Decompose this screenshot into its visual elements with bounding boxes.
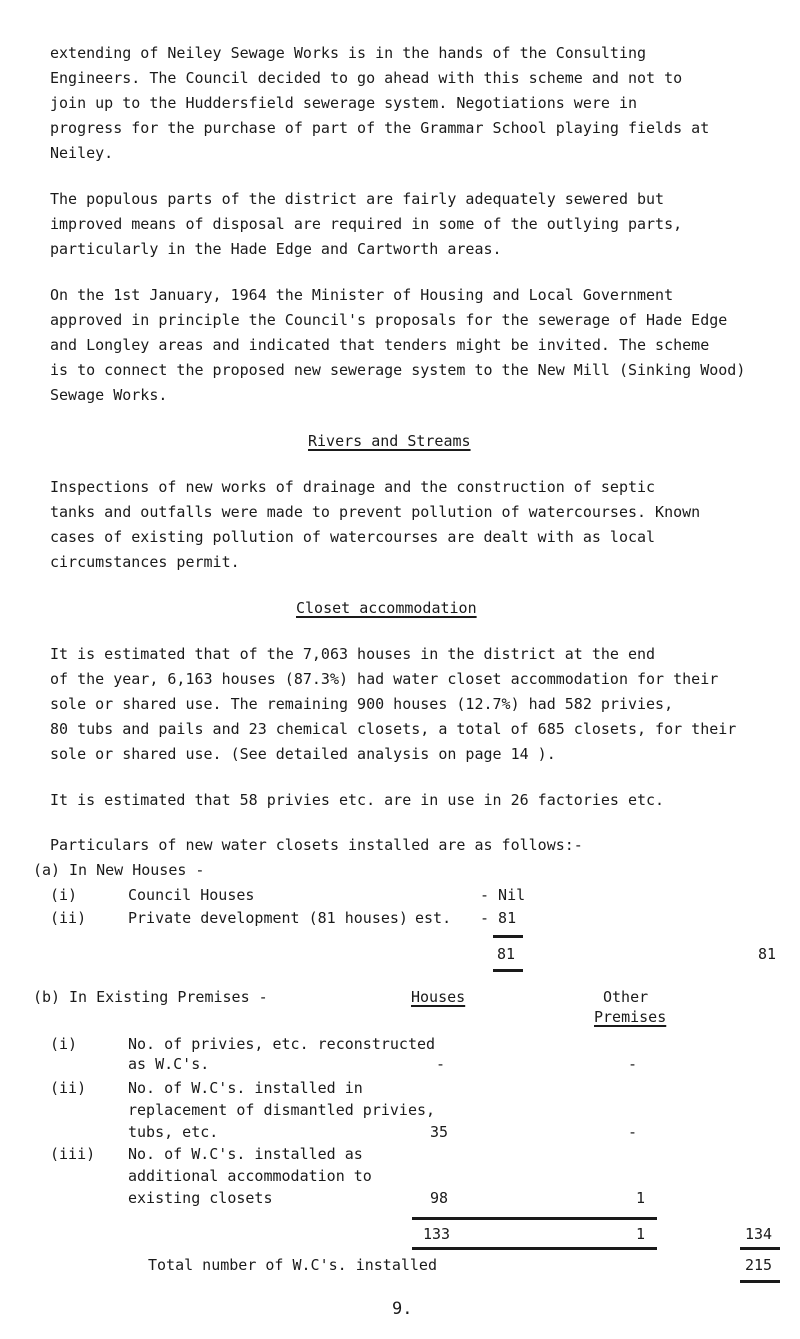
section-b-sum-rule	[412, 1217, 657, 1220]
section-a-row-2-desc: Private development (81 houses)	[128, 909, 408, 927]
section-a-row-1-num: (i)	[50, 886, 78, 904]
section-a-row-2-value: - 81	[480, 909, 517, 927]
section-b-row-2-desc-1: No. of W.C's. installed in	[128, 1079, 363, 1097]
rivers-line-4: circumstances permit.	[50, 553, 240, 571]
section-b-row-3-desc-2: additional accommodation to	[128, 1167, 372, 1185]
section-a-title: In New Houses -	[69, 861, 205, 879]
para2-line-1: The populous parts of the district are fairly adequately sewered but	[50, 190, 665, 208]
section-b-row-2-num: (ii)	[50, 1079, 87, 1097]
section-b-row-1-num: (i)	[50, 1035, 78, 1053]
section-a-row-2-num: (ii)	[50, 909, 87, 927]
rivers-line-2: tanks and outfalls were made to prevent pollution of watercourses. Known	[50, 503, 701, 521]
rivers-line-1: Inspections of new works of drainage and the construction of septic	[50, 478, 656, 496]
section-b-row-2-houses: 35	[430, 1123, 449, 1141]
section-b-row-1-houses: -	[436, 1055, 446, 1073]
para3-line-5: Sewage Works.	[50, 386, 168, 404]
section-b-label: (b)	[33, 988, 61, 1006]
section-b-row-3-desc-1: No. of W.C's. installed as	[128, 1145, 363, 1163]
section-b-sum-houses: 133	[423, 1225, 451, 1243]
section-a-label: (a)	[33, 861, 61, 879]
section-b-sum-other: 1	[636, 1225, 646, 1243]
section-a-row-1-value: - Nil	[480, 886, 526, 904]
para2-line-2: improved means of disposal are required in some of the outlying parts,	[50, 215, 683, 233]
section-b-sum-rule-bottom	[412, 1247, 657, 1250]
intro-line-2: Engineers. The Council decided to go ahead with this scheme and not to	[50, 69, 683, 87]
rivers-line-3: cases of existing pollution of watercourses are dealt with as local	[50, 528, 656, 546]
section-b-row-2-desc-3: tubs, etc.	[128, 1123, 219, 1141]
section-b-row-3-other: 1	[636, 1189, 646, 1207]
page-number: 9.	[392, 1299, 413, 1319]
closet-line-2: of the year, 6,163 houses (87.3%) had water closet accommodation for their	[50, 670, 719, 688]
section-b-row-1-desc-1: No. of privies, etc. reconstructed	[128, 1035, 436, 1053]
col-other-header-2: Premises	[594, 1008, 667, 1026]
section-b-row-3-houses: 98	[430, 1189, 449, 1207]
section-b-total-rule	[740, 1247, 780, 1250]
closet-line-3: sole or shared use. The remaining 900 houses (12.7%) had 582 privies,	[50, 695, 674, 713]
section-b-row-2-desc-2: replacement of dismantled privies,	[128, 1101, 436, 1119]
section-a-row-1-desc: Council Houses	[128, 886, 255, 904]
section-b-title: In Existing Premises -	[69, 988, 268, 1006]
closet-heading: Closet accommodation	[296, 599, 477, 617]
para3-line-4: is to connect the proposed new sewerage system to the New Mill (Sinking Wood)	[50, 361, 746, 379]
para2-line-3: particularly in the Hade Edge and Cartworth areas.	[50, 240, 502, 258]
section-a-row-2-est: est.	[415, 909, 452, 927]
closet-line-1: It is estimated that of the 7,063 houses in the district at the end	[50, 645, 656, 663]
col-other-header-1: Other	[603, 988, 649, 1006]
section-b-row-1-other: -	[628, 1055, 638, 1073]
para3-line-2: approved in principle the Council's proposals for the sewerage of Hade Edge	[50, 311, 728, 329]
para3-line-1: On the 1st January, 1964 the Minister of Housing and Local Government	[50, 286, 674, 304]
intro-line-4: progress for the purchase of part of the Grammar School playing fields at	[50, 119, 710, 137]
total-label: Total number of W.C's. installed	[148, 1256, 437, 1274]
section-a-subtotal-rule-bottom	[493, 969, 523, 972]
section-a-subtotal-rule	[493, 935, 523, 938]
section-b-row-2-other: -	[628, 1123, 638, 1141]
intro-line-1: extending of Neiley Sewage Works is in the hands of the Consulting	[50, 44, 647, 62]
para3-line-3: and Longley areas and indicated that tenders might be invited. The scheme	[50, 336, 710, 354]
section-b-row-3-num: (iii)	[50, 1145, 96, 1163]
section-a-total: 81	[758, 945, 777, 963]
privies-line: It is estimated that 58 privies etc. are in use in 26 factories etc.	[50, 791, 665, 809]
section-b-row-1-desc-2: as W.C's.	[128, 1055, 210, 1073]
rivers-heading: Rivers and Streams	[308, 432, 471, 450]
total-value: 215	[745, 1256, 773, 1274]
section-b-row-3-desc-3: existing closets	[128, 1189, 273, 1207]
section-a-subtotal: 81	[497, 945, 516, 963]
closet-line-4: 80 tubs and pails and 23 chemical closets, a total of 685 closets, for their	[50, 720, 737, 738]
particulars-line: Particulars of new water closets installed are as follows:-	[50, 836, 583, 854]
section-b-sum-total: 134	[745, 1225, 773, 1243]
total-rule	[740, 1280, 780, 1283]
intro-line-5: Neiley.	[50, 144, 114, 162]
closet-line-5: sole or shared use. (See detailed analysis on page 14 ).	[50, 745, 556, 763]
intro-line-3: join up to the Huddersfield sewerage system. Negotiations were in	[50, 94, 637, 112]
col-houses-header: Houses	[411, 988, 466, 1006]
